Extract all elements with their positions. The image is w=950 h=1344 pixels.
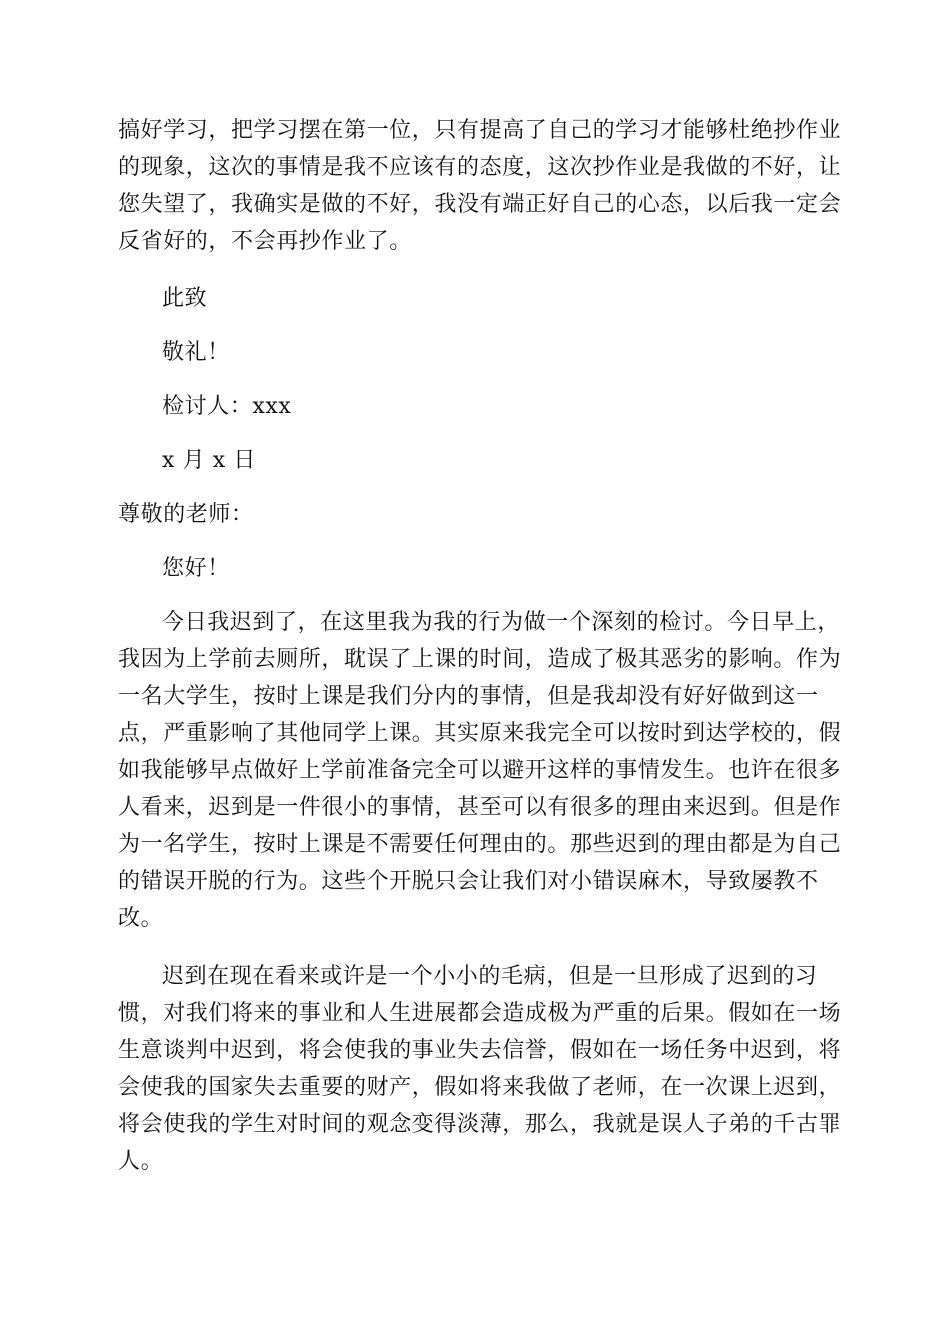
signer: 检讨人：xxx: [162, 394, 292, 419]
date: x 月 x 日: [162, 448, 256, 473]
para2-line-4: 点，严重影响了其他同学上课。其实原来我完全可以按时到达学校的，假: [118, 721, 842, 746]
closing-ci-zhi: 此致: [162, 286, 208, 311]
para1-line-4: 反省好的，不会再抄作业了。: [118, 229, 412, 254]
para2-line-2: 我因为上学前去厕所，耽误了上课的时间，造成了极其恶劣的影响。作为: [118, 647, 842, 672]
para2-line-1: 今日我迟到了，在这里我为我的行为做一个深刻的检讨。今日早上，: [162, 610, 841, 635]
para3-line-6: 人。: [118, 1149, 164, 1174]
greeting: 您好！: [162, 556, 230, 581]
para1-line-2: 的现象，这次的事情是我不应该有的态度，这次抄作业是我做的不好，让: [118, 155, 842, 180]
salutation: 尊敬的老师：: [118, 502, 254, 527]
para3-line-5: 将会使我的学生对时间的观念变得淡薄，那么，我就是误人子弟的千古罪: [118, 1112, 842, 1137]
para3-line-4: 会使我的国家失去重要的财产，假如将来我做了老师，在一次课上迟到，: [118, 1075, 842, 1100]
para2-line-6: 人看来，迟到是一件很小的事情，甚至可以有很多的理由来迟到。但是作: [118, 795, 842, 820]
para3-line-1: 迟到在现在看来或许是一个小小的毛病，但是一旦形成了迟到的习: [162, 964, 818, 989]
closing-jing-li: 敬礼！: [162, 340, 230, 365]
para1-line-1: 搞好学习，把学习摆在第一位，只有提高了自己的学习才能够杜绝抄作业: [118, 118, 842, 143]
para2-line-8: 的错误开脱的行为。这些个开脱只会让我们对小错误麻木，导致屡教不: [118, 869, 819, 894]
para2-line-5: 如我能够早点做好上学前准备完全可以避开这样的事情发生。也许在很多: [118, 758, 842, 783]
para3-line-2: 惯，对我们将来的事业和人生进展都会造成极为严重的后果。假如在一场: [118, 1001, 842, 1026]
para2-line-9: 改。: [118, 906, 164, 931]
para1-line-3: 您失望了，我确实是做的不好，我没有端正好自己的心态，以后我一定会: [118, 192, 842, 217]
para2-line-3: 一名大学生，按时上课是我们分内的事情，但是我却没有好好做到这一: [118, 684, 819, 709]
para3-line-3: 生意谈判中迟到，将会使我的事业失去信誉，假如在一场任务中迟到，将: [118, 1038, 842, 1063]
para2-line-7: 为一名学生，按时上课是不需要任何理由的。那些迟到的理由都是为自己: [118, 832, 842, 857]
